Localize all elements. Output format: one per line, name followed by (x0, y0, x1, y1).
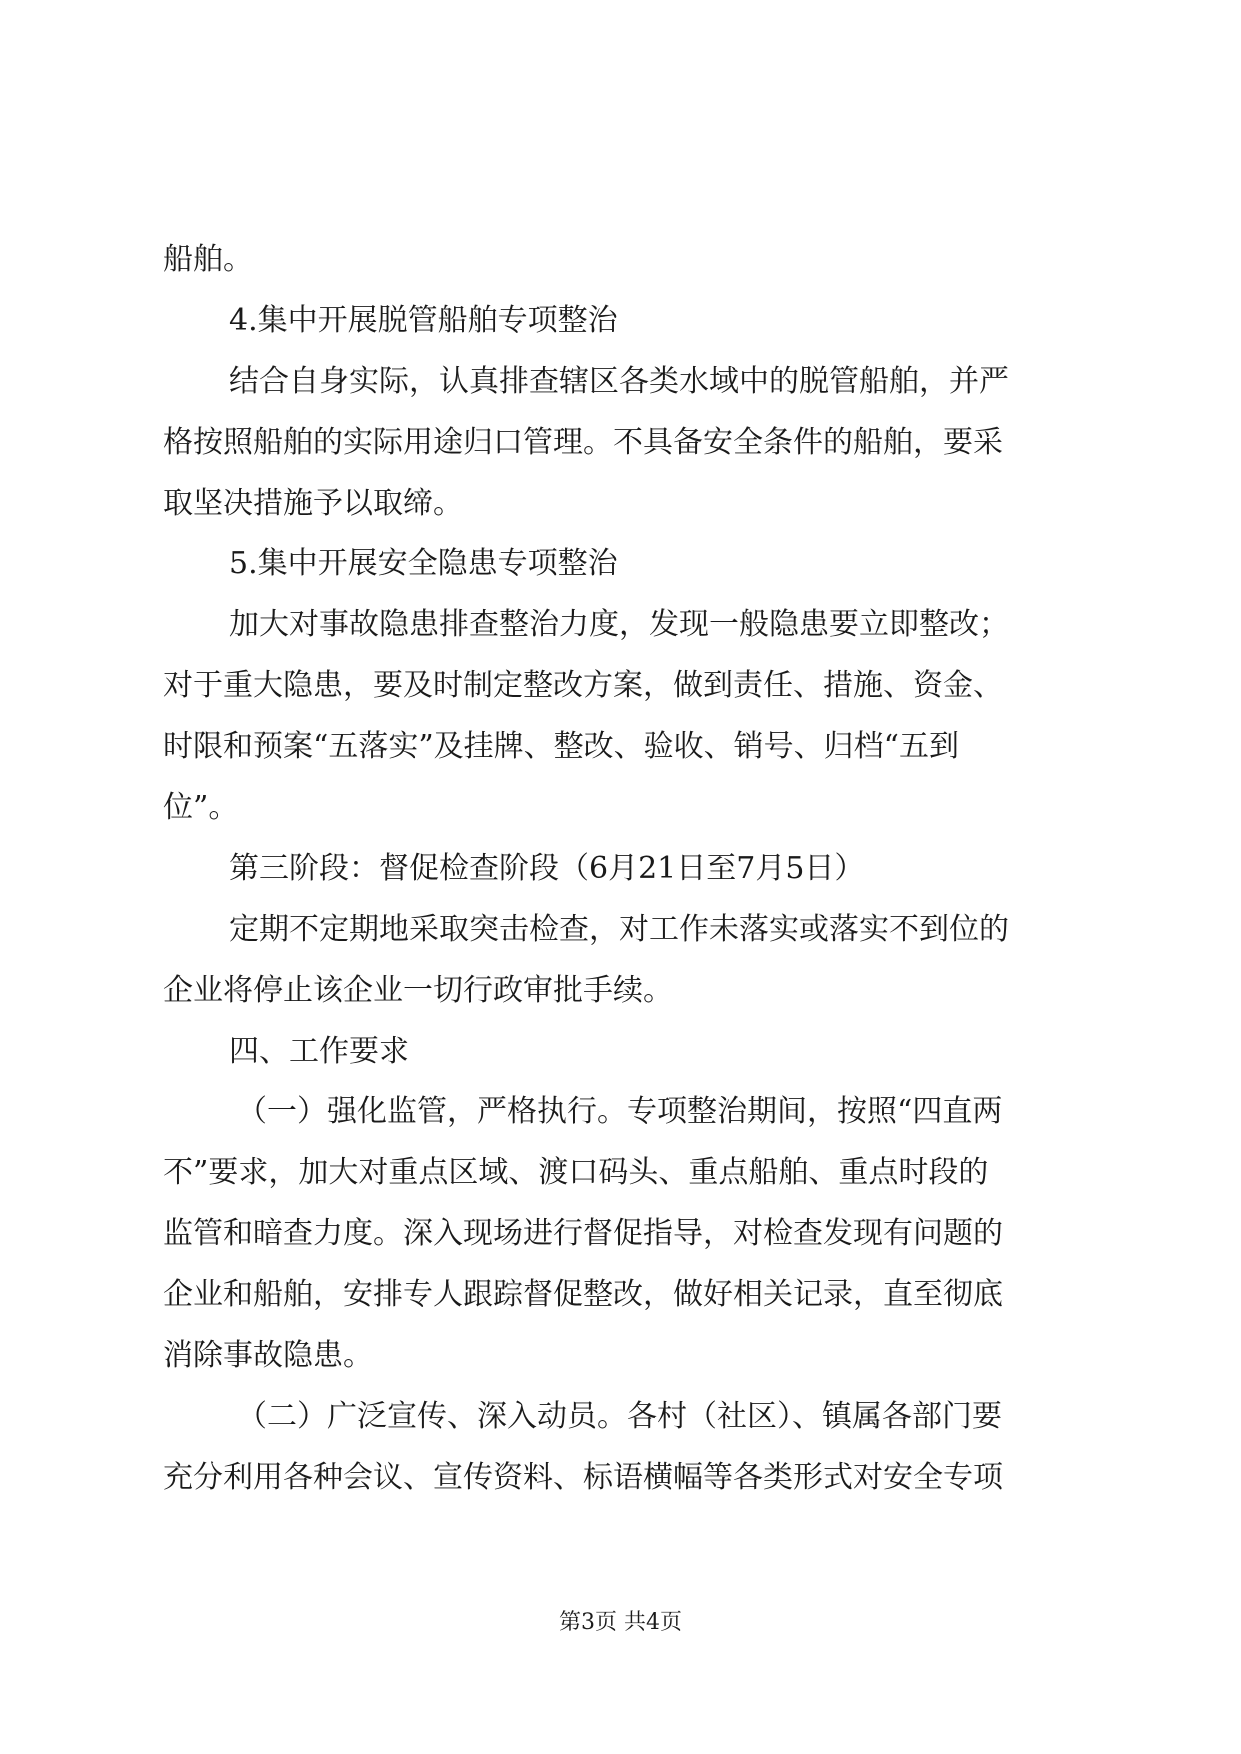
text-line: 取坚决措施予以取缔。 (163, 485, 463, 521)
text-line: 不”要求，加大对重点区域、渡口码头、重点船舶、重点时段的 (163, 1155, 989, 1191)
text-line: （一）强化监管，严格执行。专项整治期间，按照“四直两 (237, 1094, 1003, 1130)
text-line: 格按照船舶的实际用途归口管理。不具备安全条件的船舶，要采 (163, 424, 1003, 460)
text-line: 定期不定期地采取突击检查，对工作未落实或落实不到位的 (229, 911, 1009, 947)
section-heading: 5.集中开展安全隐患专项整治 (229, 546, 618, 582)
text-line: 企业和船舶，安排专人跟踪督促整改，做好相关记录，直至彻底 (163, 1277, 1003, 1313)
text-line: 消除事故隐患。 (163, 1338, 373, 1374)
text-line: 加大对事故隐患排查整治力度，发现一般隐患要立即整改； (229, 607, 1009, 643)
text-line: （二）广泛宣传、深入动员。各村（社区）、镇属各部门要 (237, 1398, 1002, 1434)
page-footer: 第3页 共4页 (559, 1610, 682, 1635)
section-heading: 4.集中开展脱管船舶专项整治 (229, 302, 618, 338)
section-heading: 四、工作要求 (229, 1033, 409, 1069)
document-body (163, 230, 1083, 1509)
text-line: 对于重大隐患，要及时制定整改方案，做到责任、措施、资金、 (163, 668, 1003, 704)
stage-heading: 第三阶段：督促检查阶段（6月21日至7月5日） (229, 850, 865, 886)
text-line: 充分利用各种会议、宣传资料、标语横幅等各类形式对安全专项 (163, 1459, 1003, 1495)
text-line: 结合自身实际，认真排查辖区各类水域中的脱管船舶，并严 (229, 363, 1009, 399)
text-line: 时限和预案“五落实”及挂牌、整改、验收、销号、归档“五到 (163, 729, 960, 765)
text-line: 船舶。 (163, 242, 253, 277)
text-line: 位”。 (163, 790, 239, 826)
text-line: 监管和暗查力度。深入现场进行督促指导，对检查发现有问题的 (163, 1216, 1003, 1252)
text-line: 企业将停止该企业一切行政审批手续。 (163, 972, 673, 1008)
